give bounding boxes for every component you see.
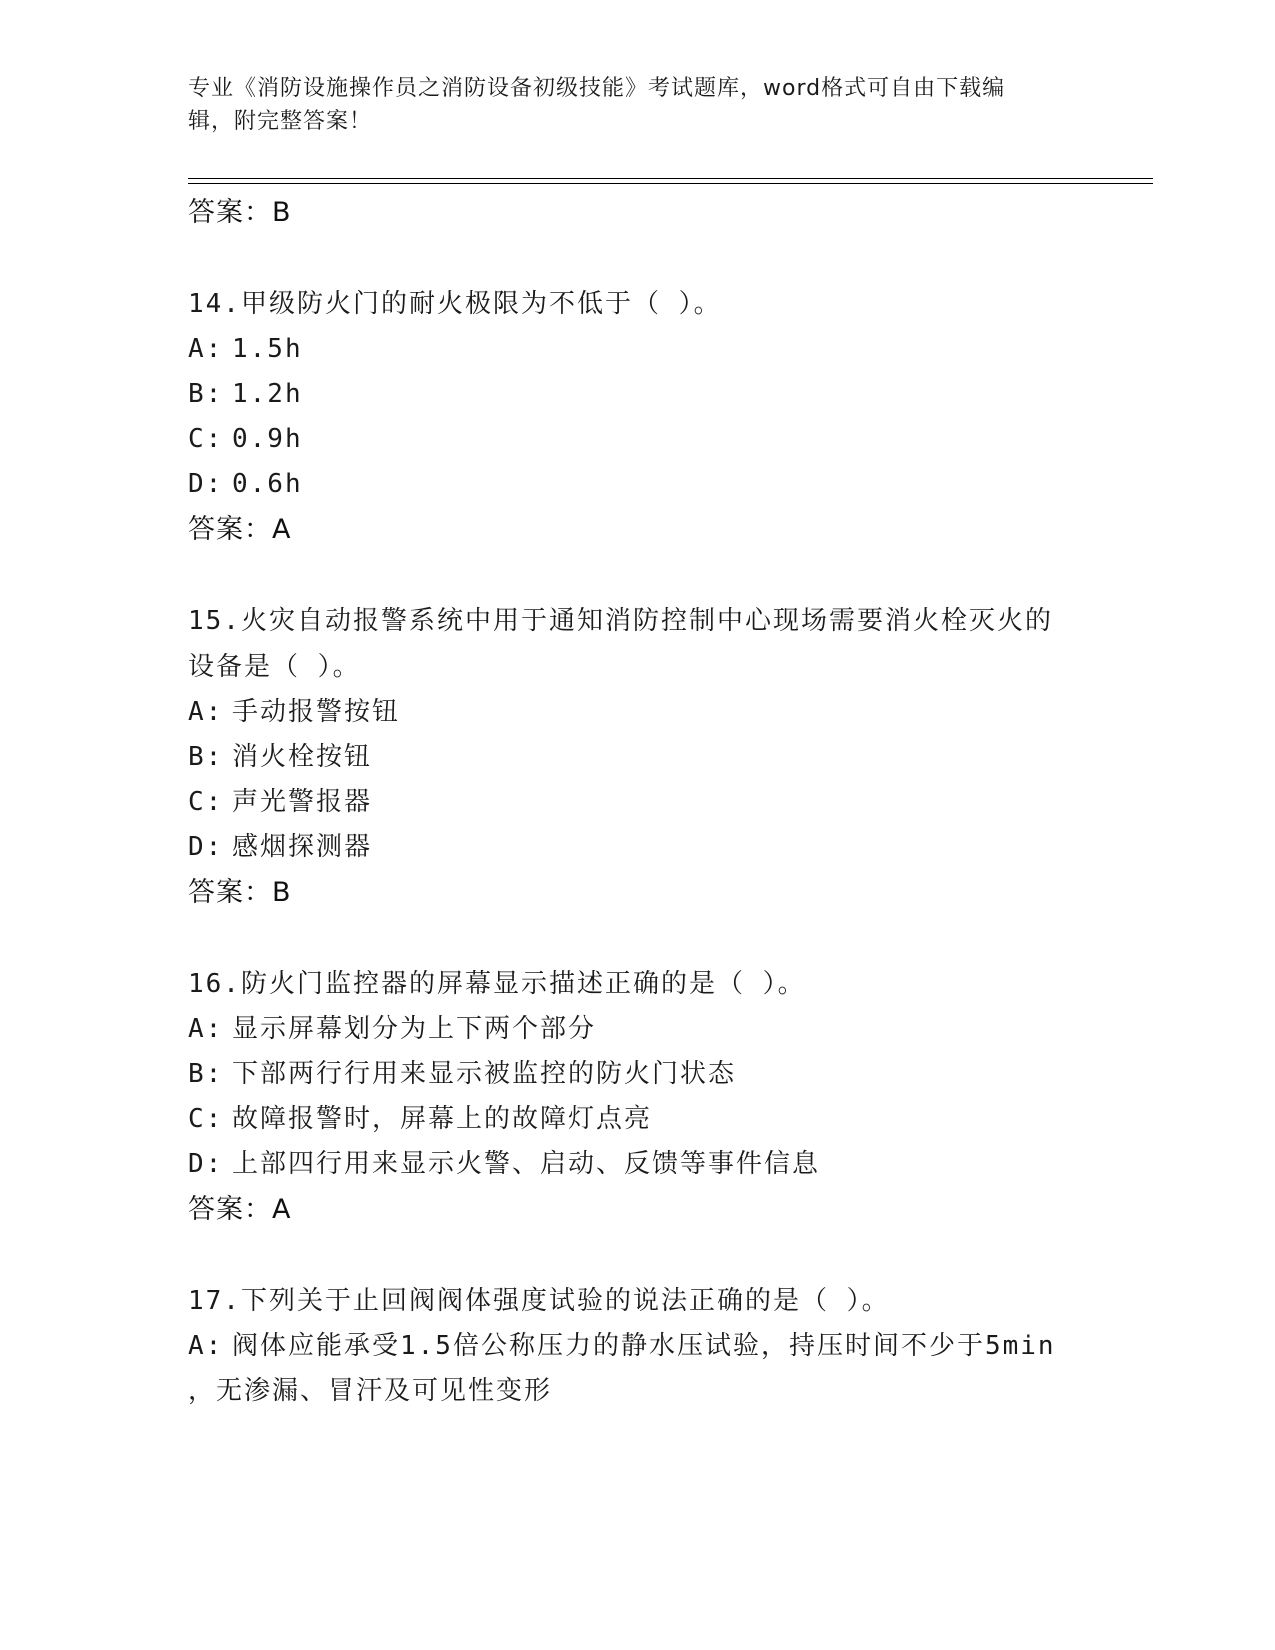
option-a <box>188 327 1088 372</box>
option-d <box>188 1142 1088 1187</box>
question-16 <box>188 961 1088 1007</box>
answer-value: B <box>272 197 292 228</box>
question-text: 14.甲级防火门的耐火极限为不低于（ ）。 <box>188 289 722 319</box>
question-17 <box>188 1278 1088 1324</box>
option-text: 1.2h <box>232 379 303 409</box>
option-text: 声光警报器 <box>232 787 373 817</box>
option-key: A: <box>188 697 224 727</box>
option-text: 显示屏幕划分为上下两个部分 <box>232 1014 597 1044</box>
option-text: 上部四行用来显示火警、启动、反馈等事件信息 <box>232 1149 821 1179</box>
spacer <box>188 915 1088 961</box>
header-divider-bottom <box>188 183 1153 184</box>
answer-line <box>188 190 1088 235</box>
option-text: 阀体应能承受1.5倍公称压力的静水压试验，持压时间不少于5min <box>232 1331 1056 1361</box>
option-a <box>188 690 1088 735</box>
header-text <box>188 72 1068 138</box>
option-key: D: <box>188 469 224 499</box>
option-text: 消火栓按钮 <box>232 742 373 772</box>
question-text: 15.火灾自动报警系统中用于通知消防控制中心现场需要消火栓灭火的 <box>188 606 1053 636</box>
option-key: A: <box>188 1331 224 1361</box>
option-key: D: <box>188 832 224 862</box>
option-b <box>188 735 1088 780</box>
option-b <box>188 372 1088 417</box>
option-key: A: <box>188 1014 224 1044</box>
answer-label: 答案： <box>188 197 272 228</box>
option-key: A: <box>188 334 224 364</box>
option-text: 下部两行行用来显示被监控的防火门状态 <box>232 1059 737 1089</box>
option-a <box>188 1007 1088 1052</box>
option-c <box>188 417 1088 462</box>
answer-value: A <box>272 1194 292 1225</box>
option-text: 0.9h <box>232 424 303 454</box>
option-b <box>188 1052 1088 1097</box>
option-d <box>188 825 1088 870</box>
option-a-continued: ，无渗漏、冒汗及可见性变形 <box>188 1376 553 1406</box>
option-text: 手动报警按钮 <box>232 697 401 727</box>
spacer <box>188 1232 1088 1278</box>
option-key: C: <box>188 787 224 817</box>
option-text: 1.5h <box>232 334 303 364</box>
option-d <box>188 462 1088 507</box>
spacer <box>188 235 1088 281</box>
answer-line <box>188 870 1088 915</box>
answer-value: A <box>272 514 292 545</box>
header-divider-top <box>188 178 1153 179</box>
option-text: 0.6h <box>232 469 303 499</box>
answer-label: 答案： <box>188 514 272 545</box>
option-a <box>188 1324 1088 1369</box>
question-15 <box>188 598 1088 690</box>
answer-line <box>188 507 1088 552</box>
header-line-2: 辑，附完整答案！ <box>188 109 373 134</box>
answer-label: 答案： <box>188 877 272 908</box>
answer-value: B <box>272 877 292 908</box>
question-text: 16.防火门监控器的屏幕显示描述正确的是（ ）。 <box>188 969 806 999</box>
question-text-continued: 设备是（ ）。 <box>188 652 361 682</box>
option-c <box>188 780 1088 825</box>
option-key: C: <box>188 424 224 454</box>
option-key: C: <box>188 1104 224 1134</box>
question-text: 17.下列关于止回阀阀体强度试验的说法正确的是（ ）。 <box>188 1286 890 1316</box>
spacer <box>188 552 1088 598</box>
option-text: 感烟探测器 <box>232 832 373 862</box>
answer-label: 答案： <box>188 1194 272 1225</box>
option-key: B: <box>188 379 224 409</box>
option-key: D: <box>188 1149 224 1179</box>
option-key: B: <box>188 1059 224 1089</box>
header-line-1: 专业《消防设施操作员之消防设备初级技能》考试题库，word格式可自由下载编 <box>188 76 1006 101</box>
option-key: B: <box>188 742 224 772</box>
question-list <box>188 190 1088 1414</box>
answer-line <box>188 1187 1088 1232</box>
question-14 <box>188 281 1088 327</box>
option-c <box>188 1097 1088 1142</box>
option-text: 故障报警时，屏幕上的故障灯点亮 <box>232 1104 653 1134</box>
